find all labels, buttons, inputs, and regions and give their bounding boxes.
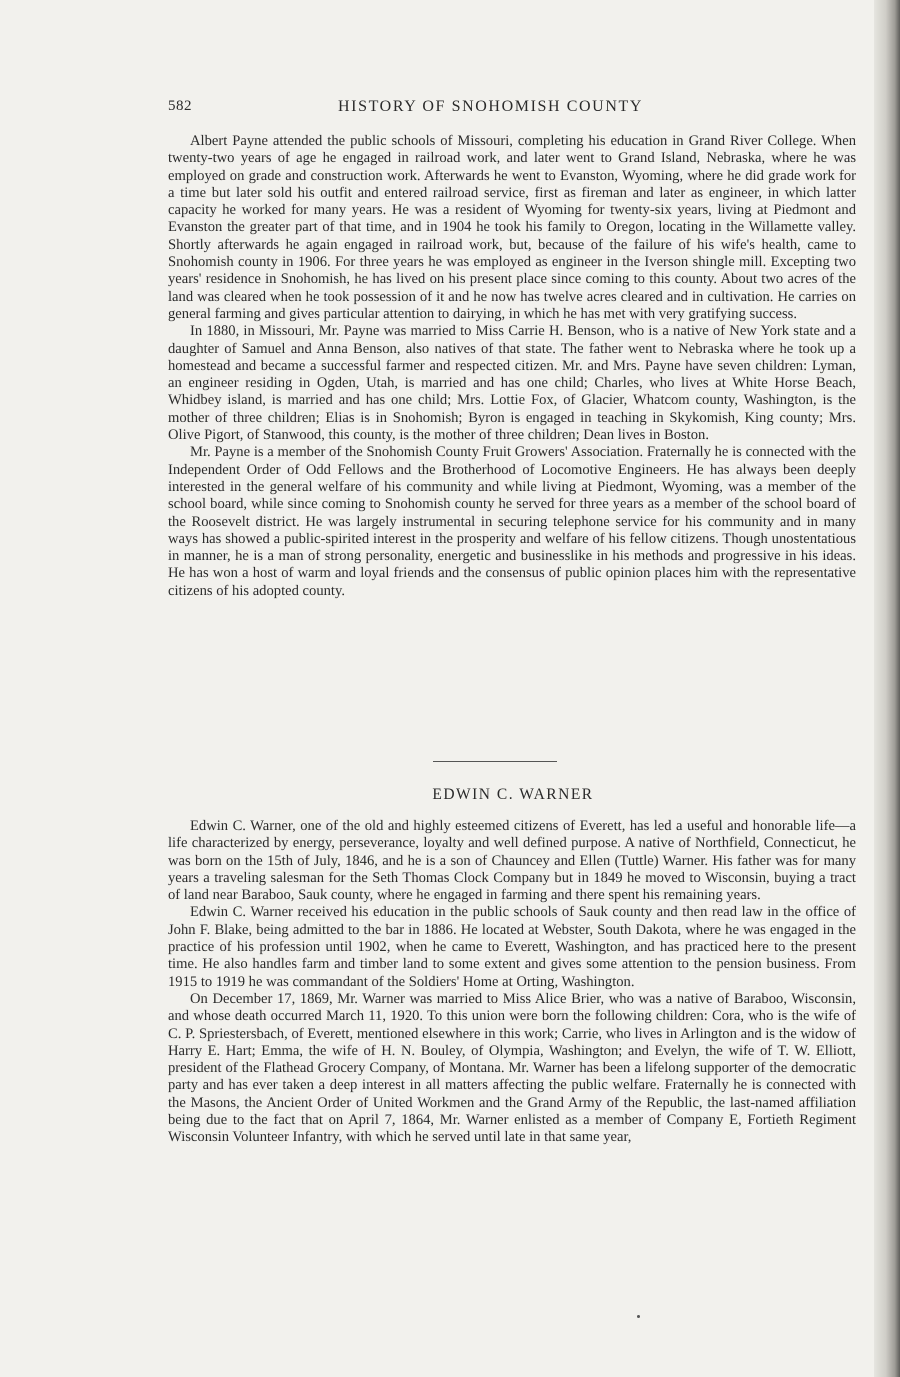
page-header xyxy=(168,98,858,124)
payne-biography xyxy=(168,133,856,600)
running-title: HISTORY OF SNOHOMISH COUNTY xyxy=(338,98,644,115)
section-title: EDWIN C. WARNER xyxy=(432,786,594,803)
paragraph: Mr. Payne is a member of the Snohomish County Fruit Growers' Association. Fraternally he is connected with the Independent Order of Odd Fellows and the Brotherhood of Locomotive Engineers. He has always been deeply interested in the general welfare of his community and while living at Piedmont, Wyoming, was a member of the school board, while since coming to Snohomish county he served for three years as a member of the school board of the Roosevelt district. He was largely instrumental in securing telephone service for his community and in many ways has showed a public-spirited interest in the prosperity and welfare of his fellow citizens. Though unostentatious in manner, he is a man of strong personality, energetic and businesslike in his methods and progressive in his ideas. He has won a host of warm and loyal friends and the consensus of public opinion places him with the representative citizens of his adopted county. xyxy=(168,444,856,599)
warner-biography xyxy=(168,818,856,1147)
paragraph: Edwin C. Warner received his education in the public schools of Sauk county and then read law in the office of John F. Blake, being admitted to the bar in 1886. He located at Webster, South Dakota, where he was engaged in the practice of his profession until 1902, when he came to Everett, Washington, and has practiced here to the present time. He also handles farm and timber land to some extent and gives some attention to the pension business. From 1915 to 1919 he was commandant of the Soldiers' Home at Orting, Washington. xyxy=(168,904,856,990)
page-number: 582 xyxy=(168,98,192,114)
paragraph: Edwin C. Warner, one of the old and highly esteemed citizens of Everett, has led a useful and honorable life—a life characterized by energy, perseverance, loyalty and well defined purpose. A native of Northfield, Connecticut, he was born on the 15th of July, 1846, and he is a son of Chauncey and Ellen (Tuttle) Warner. His father was for many years a traveling salesman for the Seth Thomas Clock Company but in 1849 he moved to Wisconsin, buying a tract of land near Baraboo, Sauk county, where he engaged in farming and there spent his remaining years. xyxy=(168,818,856,904)
paragraph: In 1880, in Missouri, Mr. Payne was married to Miss Carrie H. Benson, who is a native of New York state and a daughter of Samuel and Anna Benson, also natives of that state. The father went to Nebraska where he took up a homestead and became a successful farmer and respected citizen. Mr. and Mrs. Payne have seven children: Lyman, an engineer residing in Ogden, Utah, is married and has one child; Charles, who lives at White Horse Beach, Whidbey island, is married and has one child; Mrs. Lottie Fox, of Glacier, Whatcom county, Washington, is the mother of three children; Elias is in Snohomish; Byron is engaged in teaching in Skykomish, King county; Mrs. Olive Pigort, of Stanwood, this county, is the mother of three children; Dean lives in Boston. xyxy=(168,323,856,444)
paragraph: Albert Payne attended the public schools of Missouri, completing his education in Grand River College. When twenty-two years of age he engaged in railroad work, and later went to Grand Island, Nebraska, where he was employed on grade and construction work. Afterwards he went to Evanston, Wyoming, where he did grade work for a time but later sold his outfit and entered railroad service, first as fireman and later as engineer, in which latter capacity he worked for many years. He was a resident of Wyoming for twenty-six years, living at Piedmont and Evanston the greater part of that time, and in 1904 he took his family to Oregon, locating in the Willamette valley. Shortly afterwards he again engaged in railroad work, but, because of the failure of his wife's health, came to Snohomish county in 1906. For three years he was employed as engineer in the Iverson shingle mill. Excepting two years' residence in Snohomish, he has lived on his present place since coming to this county. About two acres of the land was cleared when he took possession of it and he now has twelve acres cleared and in cultivation. He carries on general farming and gives particular attention to dairying, in which he has met with very gratifying success. xyxy=(168,133,856,322)
section-divider xyxy=(433,761,557,762)
page-binding-edge xyxy=(874,0,900,1377)
ink-speck xyxy=(637,1315,640,1318)
paragraph: On December 17, 1869, Mr. Warner was married to Miss Alice Brier, who was a native of Baraboo, Wisconsin, and whose death occurred March 11, 1920. To this union were born the following children: Cora, who is the wife of C. P. Spriestersbach, of Everett, mentioned elsewhere in this work; Carrie, who lives in Arlington and is the widow of Harry E. Hart; Emma, the wife of H. N. Bouley, of Olympia, Washington; and Evelyn, the wife of T. W. Elliott, president of the Flathead Grocery Company, of Montana. Mr. Warner has been a lifelong supporter of the democratic party and has ever taken a deep interest in all matters affecting the public welfare. Fraternally he is connected with the Masons, the Ancient Order of United Workmen and the Grand Army of the Republic, the last-named affiliation being due to the fact that on April 7, 1864, Mr. Warner enlisted as a member of Company E, Fortieth Regiment Wisconsin Volunteer Infantry, with which he served until late in that same year, xyxy=(168,990,856,1146)
